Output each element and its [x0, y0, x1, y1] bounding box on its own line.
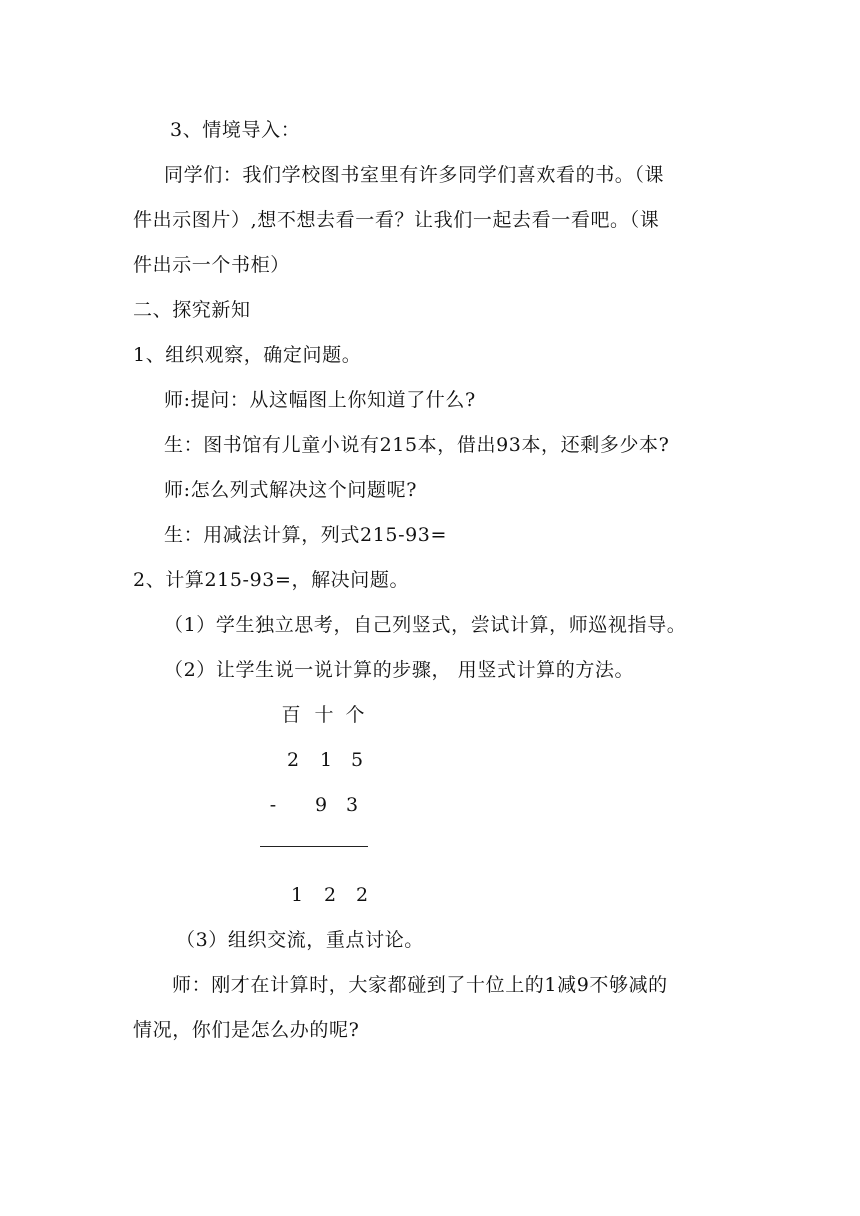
paragraph-line: 件出示图片）,想不想去看一看？让我们一起去看一看吧。（课	[133, 209, 660, 231]
minuend-digit: 5	[350, 749, 364, 771]
place-header-hundreds: 百	[281, 704, 301, 726]
minuend-digit: 1	[319, 749, 333, 771]
subtrahend-digit: 3	[345, 794, 359, 816]
dialogue-line: 生：图书馆有儿童小说有215本，借出93本，还剩多少本?	[164, 434, 670, 456]
result-digit: 1	[290, 884, 304, 906]
dialogue-line: 生：用减法计算，列式215-93=	[164, 524, 447, 546]
minus-sign: -	[269, 794, 277, 816]
place-header-tens: 十	[314, 704, 334, 726]
result-digit: 2	[323, 884, 337, 906]
minuend-digit: 2	[286, 749, 300, 771]
paragraph-line: 件出示一个书柜）	[133, 254, 290, 276]
result-digit: 2	[355, 884, 369, 906]
step-line: （3）组织交流，重点讨论。	[176, 929, 424, 951]
subsection-heading: 2、计算215-93=，解决问题。	[133, 569, 410, 591]
dialogue-line: 师:怎么列式解决这个问题呢?	[164, 479, 417, 501]
dialogue-line: 师：刚才在计算时，大家都碰到了十位上的1减9不够减的	[172, 974, 668, 996]
sum-line	[260, 846, 368, 847]
subsection-heading: 1、组织观察，确定问题。	[133, 344, 362, 366]
step-line: （1）学生独立思考，自己列竖式，尝试计算，师巡视指导。	[164, 614, 687, 636]
place-header-ones: 个	[345, 704, 365, 726]
dialogue-line: 情况，你们是怎么办的呢?	[133, 1019, 360, 1041]
section-heading-explore: 二、探究新知	[133, 299, 251, 321]
dialogue-line: 师:提问：从这幅图上你知道了什么?	[164, 389, 476, 411]
paragraph-line: 同学们：我们学校图书室里有许多同学们喜欢看的书。（课	[164, 164, 665, 186]
subtrahend-digit: 9	[314, 794, 328, 816]
section-title-situation: 3、情境导入：	[170, 119, 301, 141]
step-line: （2）让学生说一说计算的步骤， 用竖式计算的方法。	[164, 659, 635, 681]
